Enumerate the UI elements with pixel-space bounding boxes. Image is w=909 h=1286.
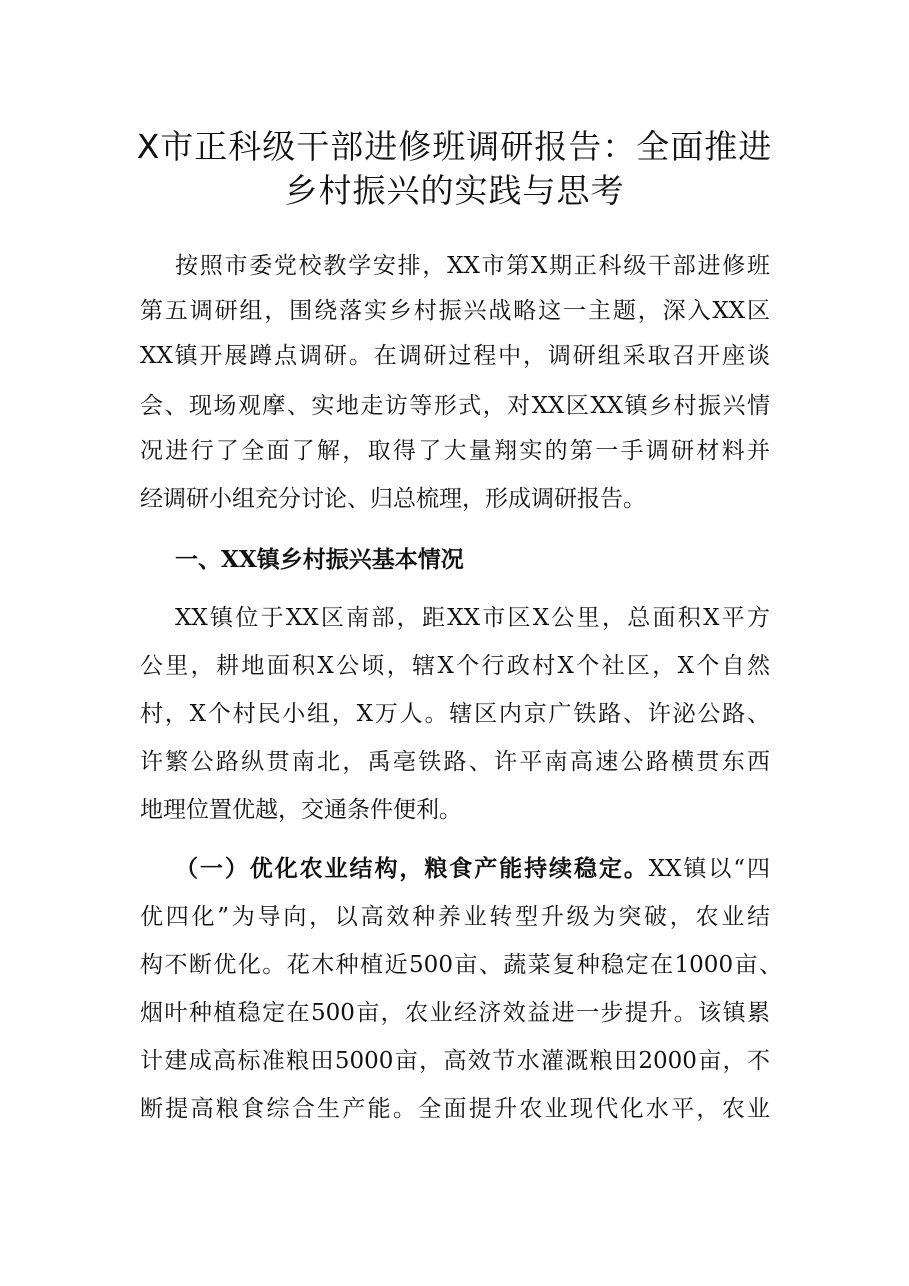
intro-line: 况进行了全面了解，取得了大量翔实的第一手调研材料并 — [140, 438, 770, 464]
subsection-1-line: 烟叶种植稳定在500亩，农业经济效益进一步提升。该镇累 — [140, 1000, 770, 1026]
subsection-1-line: 计建成高标准粮田5000亩，高效节水灌溉粮田2000亩，不 — [140, 1048, 770, 1074]
document-title-line-1: X市正科级干部进修班调研报告：全面推进 — [136, 127, 773, 166]
section-1-line: 村，X个村民小组，X万人。辖区内京广铁路、许泌公路、 — [140, 701, 770, 727]
subsection-1-first-line — [175, 854, 770, 884]
section-heading: 一、XX镇乡村振兴基本情况 — [175, 546, 464, 573]
document-title-line-2: 乡村振兴的实践与思考 — [284, 171, 625, 210]
intro-line: 第五调研组，围绕落实乡村振兴战略这一主题，深入XX区 — [140, 298, 770, 324]
section-1-line: XX镇位于XX区南部，距XX市区X公里，总面积X平方 — [175, 605, 770, 631]
subsection-1-line: 优四化”为导向，以高效种养业转型升级为突破，农业结 — [140, 904, 770, 930]
section-1-line: 公里，耕地面积X公顷，辖X个行政村X个社区，X个自然 — [140, 653, 770, 679]
subsection-1-lead-rest: XX镇以“四 — [648, 856, 770, 882]
intro-line: 会、现场观摩、实地走访等形式，对XX区XX镇乡村振兴情 — [140, 393, 770, 419]
intro-line: XX镇开展蹲点调研。在调研过程中，调研组采取召开座谈 — [140, 343, 770, 369]
section-1-line: 许繁公路纵贯南北，禹亳铁路、许平南高速公路横贯东西 — [140, 749, 770, 775]
intro-line: 按照市委党校教学安排，XX市第X期正科级干部进修班 — [175, 253, 770, 279]
subsection-1-line: 构不断优化。花木种植近500亩、蔬菜复种稳定在1000亩、 — [140, 952, 782, 978]
subsection-1-lead: （一）优化农业结构，粮食产能持续稳定。 — [175, 855, 649, 882]
subsection-1-line: 断提高粮食综合生产能。全面提升农业现代化水平，农业 — [140, 1096, 770, 1122]
intro-line: 经调研小组充分讨论、归总梳理，形成调研报告。 — [140, 486, 646, 512]
section-1-line: 地理位置优越，交通条件便利。 — [140, 797, 462, 823]
